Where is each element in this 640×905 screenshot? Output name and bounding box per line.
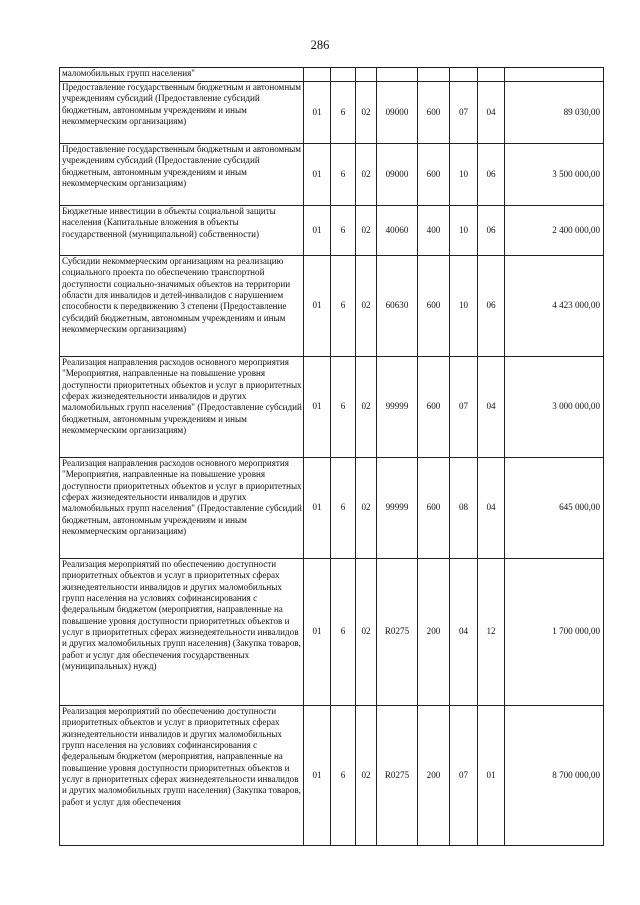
subsection-code: 01 <box>478 706 505 846</box>
expense-type-code: 600 <box>418 144 450 206</box>
subsection-code: 06 <box>478 256 505 357</box>
section-code: 07 <box>450 82 478 144</box>
expense-direction-code: 09000 <box>377 144 418 206</box>
subprogram-code: 6 <box>331 256 356 357</box>
program-code: 01 <box>304 144 331 206</box>
table-row <box>60 68 604 82</box>
row-description: Бюджетные инвестиции в объекты социальной защиты населения (Капитальные вложения в объекты государственной (муниципальной) собственности) <box>60 206 304 256</box>
row-description: Предоставление государственным бюджетным и автономным учреждениям субсидий (Предоставление субсидий бюджетным, автономным учреждениям и иным некоммерческим организациям) <box>60 144 304 206</box>
amount-cell: 3 500 000,00 <box>505 144 604 206</box>
main-event-code <box>356 68 377 82</box>
table-row <box>60 144 604 206</box>
expense-direction-code: R0275 <box>377 559 418 706</box>
program-code: 01 <box>304 559 331 706</box>
subsection-code: 04 <box>478 458 505 559</box>
budget-table <box>59 67 604 846</box>
page-number: 286 <box>310 38 330 52</box>
expense-type-code: 600 <box>418 458 450 559</box>
subprogram-code: 6 <box>331 357 356 458</box>
table-body <box>60 68 604 846</box>
table-row <box>60 206 604 256</box>
expense-type-code: 600 <box>418 357 450 458</box>
subsection-code: 12 <box>478 559 505 706</box>
expense-direction-code: 99999 <box>377 458 418 559</box>
subsection-code <box>478 68 505 82</box>
row-description: маломобильных групп населения" <box>60 68 304 82</box>
expense-type-code: 200 <box>418 559 450 706</box>
section-code: 07 <box>450 706 478 846</box>
amount-cell: 2 400 000,00 <box>505 206 604 256</box>
subprogram-code: 6 <box>331 144 356 206</box>
amount-cell: 1 700 000,00 <box>505 559 604 706</box>
expense-direction-code: 60630 <box>377 256 418 357</box>
program-code: 01 <box>304 357 331 458</box>
main-event-code: 02 <box>356 144 377 206</box>
row-description: Реализация мероприятий по обеспечению доступности приоритетных объектов и услуг в приоритетных сферах жизнедеятельности инвалидов и других маломобильных групп населения на условиях софинансирования с федеральным бюджетом (мероприятия, направленные на повышение уровня доступности приоритетных объектов и услуг в приоритетных сферах жизнедеятельности инвалидов и других маломобильных групп населения) (Закупка товаров, работ и услуг для обеспечения государственных (муниципальных) нужд) <box>60 559 304 706</box>
row-description: Субсидии некоммерческим организациям на реализацию социального проекта по обеспечению транспортной доступности социально-значимых объектов на территории области для инвалидов и детей-инвалидов с нарушением способности к передвижению 3 степени (Предоставление субсидий бюджетным, автономным учреждениям и иным некоммерческим организациям) <box>60 256 304 357</box>
program-code: 01 <box>304 206 331 256</box>
main-event-code: 02 <box>356 458 377 559</box>
section-code: 04 <box>450 559 478 706</box>
section-code: 10 <box>450 144 478 206</box>
row-description: Реализация направления расходов основного мероприятия "Мероприятия, направленные на повышение уровня доступности приоритетных объектов и услуг в приоритетных сферах жизнедеятельности инвалидов и других маломобильных групп населения" (Предоставление субсидий бюджетным, автономным учреждениям и иным некоммерческим организациям) <box>60 357 304 458</box>
subprogram-code: 6 <box>331 82 356 144</box>
row-description: Реализация направления расходов основного мероприятия "Мероприятия, направленные на повышение уровня доступности приоритетных объектов и услуг в приоритетных сферах жизнедеятельности инвалидов и других маломобильных групп населения" (Предоставление субсидий бюджетным, автономным учреждениям и иным некоммерческим организациям) <box>60 458 304 559</box>
program-code: 01 <box>304 256 331 357</box>
amount-cell <box>505 68 604 82</box>
program-code: 01 <box>304 706 331 846</box>
table-row <box>60 706 604 846</box>
expense-direction-code: 99999 <box>377 357 418 458</box>
expense-type-code: 600 <box>418 256 450 357</box>
amount-cell: 4 423 000,00 <box>505 256 604 357</box>
subsection-code: 04 <box>478 357 505 458</box>
table-row <box>60 82 604 144</box>
expense-type-code: 200 <box>418 706 450 846</box>
section-code: 07 <box>450 357 478 458</box>
subsection-code: 06 <box>478 206 505 256</box>
main-event-code: 02 <box>356 706 377 846</box>
amount-cell: 8 700 000,00 <box>505 706 604 846</box>
expense-direction-code: R0275 <box>377 706 418 846</box>
expense-type-code: 600 <box>418 82 450 144</box>
main-event-code: 02 <box>356 357 377 458</box>
subsection-code: 04 <box>478 82 505 144</box>
expense-direction-code: 09000 <box>377 82 418 144</box>
subsection-code: 06 <box>478 144 505 206</box>
table-row <box>60 458 604 559</box>
main-event-code: 02 <box>356 82 377 144</box>
subprogram-code <box>331 68 356 82</box>
subprogram-code: 6 <box>331 559 356 706</box>
section-code <box>450 68 478 82</box>
main-event-code: 02 <box>356 206 377 256</box>
expense-direction-code: 40060 <box>377 206 418 256</box>
subprogram-code: 6 <box>331 458 356 559</box>
section-code: 10 <box>450 206 478 256</box>
expense-type-code: 400 <box>418 206 450 256</box>
table-row <box>60 256 604 357</box>
expense-direction-code <box>377 68 418 82</box>
amount-cell: 89 030,00 <box>505 82 604 144</box>
program-code <box>304 68 331 82</box>
row-description: Предоставление государственным бюджетным и автономным учреждениям субсидий (Предоставление субсидий бюджетным, автономным учреждениям и иным некоммерческим организациям) <box>60 82 304 144</box>
subprogram-code: 6 <box>331 706 356 846</box>
section-code: 10 <box>450 256 478 357</box>
table-row <box>60 357 604 458</box>
amount-cell: 645 000,00 <box>505 458 604 559</box>
row-description: Реализация мероприятий по обеспечению доступности приоритетных объектов и услуг в приоритетных сферах жизнедеятельности инвалидов и других маломобильных групп населения на условиях софинансирования с федеральным бюджетом (мероприятия, направленные на повышение уровня доступности приоритетных объектов и услуг в приоритетных сферах жизнедеятельности инвалидов и других маломобильных групп населения) (Закупка товаров, работ и услуг для обеспечения <box>60 706 304 846</box>
section-code: 08 <box>450 458 478 559</box>
program-code: 01 <box>304 458 331 559</box>
expense-type-code <box>418 68 450 82</box>
main-event-code: 02 <box>356 256 377 357</box>
program-code: 01 <box>304 82 331 144</box>
subprogram-code: 6 <box>331 206 356 256</box>
table-row <box>60 559 604 706</box>
main-event-code: 02 <box>356 559 377 706</box>
amount-cell: 3 000 000,00 <box>505 357 604 458</box>
